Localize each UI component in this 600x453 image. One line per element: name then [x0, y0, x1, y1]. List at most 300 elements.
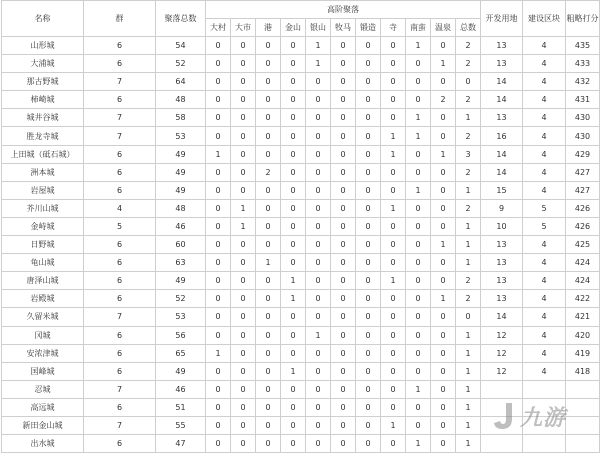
total-cell: 46 [156, 380, 206, 398]
high-level-cell: 0 [231, 290, 256, 308]
high-level-cell: 0 [431, 344, 456, 362]
high-level-cell: 1 [406, 181, 431, 199]
table-row [2, 362, 600, 380]
total-cell: 49 [156, 145, 206, 163]
score-cell: 427 [566, 181, 600, 199]
high-level-cell: 0 [231, 181, 256, 199]
total-cell: 51 [156, 398, 206, 416]
high-level-cell: 0 [256, 416, 281, 434]
total-cell: 64 [156, 73, 206, 91]
table-row [2, 435, 600, 453]
high-level-cell: 0 [306, 362, 331, 380]
table-row [2, 109, 600, 127]
total-cell: 56 [156, 326, 206, 344]
high-level-cell: 1 [206, 344, 231, 362]
total-cell: 60 [156, 236, 206, 254]
build-block-cell: 4 [523, 73, 566, 91]
high-level-cell: 0 [356, 290, 381, 308]
high-level-cell: 0 [231, 380, 256, 398]
high-level-cell: 0 [356, 254, 381, 272]
high-level-cell: 0 [431, 37, 456, 55]
high-level-cell: 0 [331, 91, 356, 109]
high-level-cell: 0 [256, 37, 281, 55]
table-row [2, 181, 600, 199]
score-cell: 424 [566, 272, 600, 290]
high-level-cell: 2 [456, 127, 481, 145]
high-level-cell: 0 [356, 37, 381, 55]
build-block-cell: 4 [523, 55, 566, 73]
dev-land-cell: 14 [481, 73, 523, 91]
score-cell: 418 [566, 362, 600, 380]
high-level-cell: 1 [456, 109, 481, 127]
total-cell: 52 [156, 290, 206, 308]
build-block-cell: 4 [523, 290, 566, 308]
high-level-cell: 0 [231, 254, 256, 272]
high-level-cell: 0 [431, 199, 456, 217]
high-level-cell: 1 [456, 236, 481, 254]
high-level-cell: 0 [356, 145, 381, 163]
high-level-cell: 0 [231, 73, 256, 91]
group-cell: 6 [84, 181, 156, 199]
high-level-cell: 1 [256, 254, 281, 272]
table-row [2, 55, 600, 73]
build-block-cell: 4 [523, 254, 566, 272]
high-level-cell: 0 [331, 109, 356, 127]
subheader-cell: 寺 [381, 19, 406, 37]
dev-land-cell: 15 [481, 181, 523, 199]
high-level-cell: 0 [331, 37, 356, 55]
score-cell [566, 435, 600, 453]
group-cell: 6 [84, 398, 156, 416]
group-cell: 6 [84, 55, 156, 73]
high-level-cell: 0 [256, 308, 281, 326]
high-level-cell: 0 [306, 127, 331, 145]
high-level-cell: 0 [431, 254, 456, 272]
high-level-cell: 1 [406, 127, 431, 145]
header-score: 粗略打分 [566, 1, 600, 37]
high-level-cell: 1 [281, 290, 306, 308]
dev-land-cell: 13 [481, 272, 523, 290]
high-level-cell: 0 [356, 181, 381, 199]
high-level-cell: 0 [431, 435, 456, 453]
dev-land-cell: 10 [481, 217, 523, 235]
table-row [2, 308, 600, 326]
high-level-cell: 0 [356, 199, 381, 217]
group-cell: 5 [84, 217, 156, 235]
dev-land-cell: 13 [481, 37, 523, 55]
table-row [2, 145, 600, 163]
build-block-cell: 4 [523, 145, 566, 163]
high-level-cell: 1 [456, 254, 481, 272]
group-cell: 6 [84, 272, 156, 290]
high-level-cell: 0 [306, 435, 331, 453]
dev-land-cell [481, 435, 523, 453]
high-level-cell: 0 [356, 416, 381, 434]
high-level-cell: 0 [256, 73, 281, 91]
high-level-cell: 0 [206, 416, 231, 434]
high-level-cell: 1 [306, 55, 331, 73]
high-level-cell: 0 [406, 163, 431, 181]
high-level-cell: 0 [406, 254, 431, 272]
high-level-cell: 0 [331, 290, 356, 308]
high-level-cell: 0 [206, 217, 231, 235]
high-level-cell: 1 [231, 199, 256, 217]
high-level-cell: 0 [281, 199, 306, 217]
high-level-cell: 0 [331, 435, 356, 453]
high-level-cell: 0 [206, 290, 231, 308]
high-level-cell: 0 [231, 398, 256, 416]
high-level-cell: 0 [281, 109, 306, 127]
build-block-cell: 5 [523, 199, 566, 217]
high-level-cell: 0 [306, 398, 331, 416]
group-cell: 7 [84, 380, 156, 398]
high-level-cell: 0 [331, 55, 356, 73]
high-level-cell: 0 [406, 199, 431, 217]
build-block-cell: 4 [523, 91, 566, 109]
high-level-cell: 0 [431, 181, 456, 199]
data-table [1, 0, 600, 453]
high-level-cell: 0 [306, 254, 331, 272]
high-level-cell: 0 [381, 398, 406, 416]
high-level-cell: 0 [406, 217, 431, 235]
high-level-cell: 0 [406, 416, 431, 434]
high-level-cell: 0 [281, 55, 306, 73]
high-level-cell: 0 [406, 308, 431, 326]
dev-land-cell: 9 [481, 199, 523, 217]
high-level-cell: 0 [281, 344, 306, 362]
high-level-cell: 0 [206, 37, 231, 55]
high-level-cell: 0 [381, 254, 406, 272]
subheader-cell: 锻造 [356, 19, 381, 37]
high-level-cell: 0 [331, 380, 356, 398]
subheader-cell: 温泉 [431, 19, 456, 37]
subheader-cell: 银山 [306, 19, 331, 37]
high-level-cell: 1 [406, 109, 431, 127]
score-cell: 426 [566, 217, 600, 235]
table-row [2, 217, 600, 235]
high-level-cell: 0 [381, 290, 406, 308]
group-cell: 6 [84, 326, 156, 344]
score-cell: 425 [566, 236, 600, 254]
high-level-cell: 1 [456, 435, 481, 453]
high-level-cell: 1 [431, 145, 456, 163]
high-level-cell: 1 [456, 416, 481, 434]
high-level-cell: 1 [456, 326, 481, 344]
score-cell: 432 [566, 73, 600, 91]
header-build-block: 建设区块 [523, 1, 566, 37]
high-level-cell: 0 [331, 73, 356, 91]
group-cell: 7 [84, 416, 156, 434]
table-row [2, 380, 600, 398]
high-level-cell: 0 [431, 109, 456, 127]
high-level-cell: 0 [256, 272, 281, 290]
subheader-cell: 牧马 [331, 19, 356, 37]
high-level-cell: 0 [231, 344, 256, 362]
high-level-cell: 0 [331, 344, 356, 362]
high-level-cell: 0 [356, 308, 381, 326]
high-level-cell: 2 [456, 55, 481, 73]
high-level-cell: 0 [381, 236, 406, 254]
high-level-cell: 0 [356, 398, 381, 416]
dev-land-cell: 16 [481, 127, 523, 145]
build-block-cell: 5 [523, 217, 566, 235]
group-cell: 6 [84, 37, 156, 55]
high-level-cell: 1 [456, 344, 481, 362]
high-level-cell: 0 [231, 145, 256, 163]
score-cell: 419 [566, 344, 600, 362]
dev-land-cell: 12 [481, 326, 523, 344]
dev-land-cell [481, 380, 523, 398]
high-level-cell: 0 [281, 37, 306, 55]
dev-land-cell: 13 [481, 254, 523, 272]
high-level-cell: 0 [231, 416, 256, 434]
score-cell: 430 [566, 127, 600, 145]
build-block-cell [523, 435, 566, 453]
high-level-cell: 0 [281, 398, 306, 416]
build-block-cell: 4 [523, 272, 566, 290]
table-row [2, 163, 600, 181]
high-level-cell: 0 [281, 217, 306, 235]
table-row [2, 199, 600, 217]
table-row [2, 254, 600, 272]
score-cell: 422 [566, 290, 600, 308]
subheader-cell: 港 [256, 19, 281, 37]
score-cell [566, 380, 600, 398]
build-block-cell: 4 [523, 109, 566, 127]
high-level-cell: 1 [381, 127, 406, 145]
total-cell: 58 [156, 109, 206, 127]
high-level-cell: 1 [431, 55, 456, 73]
dev-land-cell: 14 [481, 91, 523, 109]
build-block-cell: 4 [523, 163, 566, 181]
castle-name-cell: 高远城 [2, 398, 84, 416]
high-level-cell: 0 [306, 380, 331, 398]
high-level-cell: 0 [306, 217, 331, 235]
high-level-cell: 0 [281, 380, 306, 398]
high-level-cell: 0 [231, 91, 256, 109]
high-level-cell: 0 [306, 199, 331, 217]
score-cell: 424 [566, 254, 600, 272]
high-level-cell: 0 [406, 55, 431, 73]
total-cell: 48 [156, 199, 206, 217]
high-level-cell: 2 [456, 91, 481, 109]
total-cell: 53 [156, 308, 206, 326]
high-level-cell: 1 [306, 37, 331, 55]
high-level-cell: 0 [431, 362, 456, 380]
high-level-cell: 0 [256, 362, 281, 380]
high-level-cell: 3 [456, 145, 481, 163]
high-level-cell: 0 [331, 236, 356, 254]
dev-land-cell: 12 [481, 362, 523, 380]
high-level-cell: 0 [431, 163, 456, 181]
high-level-cell: 0 [231, 308, 256, 326]
table-row [2, 127, 600, 145]
high-level-cell: 2 [256, 163, 281, 181]
high-level-cell: 0 [231, 163, 256, 181]
high-level-cell: 0 [406, 236, 431, 254]
high-level-cell: 0 [356, 380, 381, 398]
high-level-cell: 0 [406, 398, 431, 416]
high-level-cell: 0 [231, 362, 256, 380]
high-level-cell: 0 [206, 91, 231, 109]
score-cell: 435 [566, 37, 600, 55]
high-level-cell: 0 [281, 308, 306, 326]
high-level-cell: 0 [306, 344, 331, 362]
high-level-cell: 0 [381, 217, 406, 235]
high-level-cell: 0 [381, 308, 406, 326]
high-level-cell: 0 [331, 308, 356, 326]
high-level-cell: 1 [431, 290, 456, 308]
total-cell: 63 [156, 254, 206, 272]
high-level-cell: 0 [381, 181, 406, 199]
high-level-cell: 1 [381, 416, 406, 434]
score-cell: 431 [566, 91, 600, 109]
high-level-cell: 0 [331, 145, 356, 163]
high-level-cell: 0 [356, 435, 381, 453]
high-level-cell: 1 [406, 435, 431, 453]
group-cell: 7 [84, 308, 156, 326]
total-cell: 47 [156, 435, 206, 453]
high-level-cell: 0 [306, 290, 331, 308]
header-total: 聚落总数 [156, 1, 206, 37]
group-cell: 6 [84, 254, 156, 272]
high-level-cell: 0 [256, 217, 281, 235]
dev-land-cell: 12 [481, 344, 523, 362]
castle-name-cell: 岩殿城 [2, 290, 84, 308]
castle-name-cell: 龟山城 [2, 254, 84, 272]
high-level-cell: 1 [456, 362, 481, 380]
high-level-cell: 0 [231, 109, 256, 127]
high-level-cell: 0 [406, 73, 431, 91]
group-cell: 6 [84, 344, 156, 362]
group-cell: 7 [84, 127, 156, 145]
high-level-cell: 0 [256, 181, 281, 199]
high-level-cell: 0 [256, 91, 281, 109]
castle-name-cell: 上田城（砥石城） [2, 145, 84, 163]
build-block-cell: 4 [523, 326, 566, 344]
high-level-cell: 0 [256, 326, 281, 344]
high-level-cell: 0 [231, 236, 256, 254]
high-level-cell: 0 [231, 127, 256, 145]
high-level-cell: 0 [431, 398, 456, 416]
castle-name-cell: 出水城 [2, 435, 84, 453]
total-cell: 49 [156, 163, 206, 181]
total-cell: 52 [156, 55, 206, 73]
build-block-cell: 4 [523, 236, 566, 254]
build-block-cell [523, 380, 566, 398]
high-level-cell: 0 [456, 308, 481, 326]
castle-name-cell: 金峙城 [2, 217, 84, 235]
high-level-cell: 1 [381, 145, 406, 163]
score-cell: 429 [566, 145, 600, 163]
dev-land-cell: 14 [481, 308, 523, 326]
header-dev-land: 开发用地 [481, 1, 523, 37]
high-level-cell: 0 [456, 73, 481, 91]
high-level-cell: 0 [281, 127, 306, 145]
group-cell: 4 [84, 199, 156, 217]
high-level-cell: 0 [256, 236, 281, 254]
high-level-cell: 0 [406, 362, 431, 380]
high-level-cell: 0 [331, 416, 356, 434]
total-cell: 49 [156, 362, 206, 380]
high-level-cell: 0 [306, 308, 331, 326]
score-cell: 426 [566, 199, 600, 217]
high-level-cell: 0 [256, 199, 281, 217]
subheader-cell: 大村 [206, 19, 231, 37]
castle-name-cell: 山形城 [2, 37, 84, 55]
group-cell: 6 [84, 91, 156, 109]
total-cell: 49 [156, 272, 206, 290]
high-level-cell: 2 [456, 199, 481, 217]
total-cell: 54 [156, 37, 206, 55]
high-level-cell: 0 [431, 217, 456, 235]
high-level-cell: 1 [206, 145, 231, 163]
castle-name-cell: 岩屋城 [2, 181, 84, 199]
high-level-cell: 0 [206, 163, 231, 181]
subheader-cell: 金山 [281, 19, 306, 37]
high-level-cell: 1 [231, 217, 256, 235]
high-level-cell: 0 [431, 416, 456, 434]
j-logo-icon [492, 401, 516, 431]
subheader-cell: 南蛮 [406, 19, 431, 37]
high-level-cell: 0 [281, 181, 306, 199]
high-level-cell: 0 [356, 163, 381, 181]
high-level-cell: 0 [281, 435, 306, 453]
score-cell: 420 [566, 326, 600, 344]
build-block-cell: 4 [523, 37, 566, 55]
build-block-cell: 4 [523, 308, 566, 326]
header-high-level: 高阶聚落 [206, 1, 481, 19]
high-level-cell: 2 [431, 91, 456, 109]
score-cell: 421 [566, 308, 600, 326]
high-level-cell: 0 [306, 236, 331, 254]
high-level-cell: 0 [431, 326, 456, 344]
high-level-cell: 0 [206, 272, 231, 290]
high-level-cell: 0 [231, 435, 256, 453]
high-level-cell: 0 [406, 326, 431, 344]
table-row [2, 37, 600, 55]
high-level-cell: 0 [256, 344, 281, 362]
high-level-cell: 0 [306, 73, 331, 91]
high-level-cell: 0 [306, 272, 331, 290]
group-cell: 6 [84, 362, 156, 380]
high-level-cell: 0 [331, 326, 356, 344]
high-level-cell: 0 [281, 416, 306, 434]
subheader-cell: 总数 [456, 19, 481, 37]
high-level-cell: 0 [431, 380, 456, 398]
total-cell: 46 [156, 217, 206, 235]
high-level-cell: 0 [331, 272, 356, 290]
header-name: 名称 [2, 1, 84, 37]
subheader-cell: 大市 [231, 19, 256, 37]
high-level-cell: 1 [456, 217, 481, 235]
high-level-cell: 0 [431, 127, 456, 145]
total-cell: 65 [156, 344, 206, 362]
castle-name-cell: 柿崎城 [2, 91, 84, 109]
build-block-cell: 4 [523, 181, 566, 199]
high-level-cell: 0 [356, 326, 381, 344]
castle-name-cell: 胜龙寺城 [2, 127, 84, 145]
high-level-cell: 0 [306, 163, 331, 181]
watermark-text: 九游 [520, 405, 567, 431]
group-cell: 7 [84, 73, 156, 91]
group-cell: 6 [84, 290, 156, 308]
total-cell: 53 [156, 127, 206, 145]
high-level-cell: 0 [206, 326, 231, 344]
high-level-cell: 0 [356, 55, 381, 73]
high-level-cell: 0 [281, 326, 306, 344]
high-level-cell: 0 [306, 181, 331, 199]
